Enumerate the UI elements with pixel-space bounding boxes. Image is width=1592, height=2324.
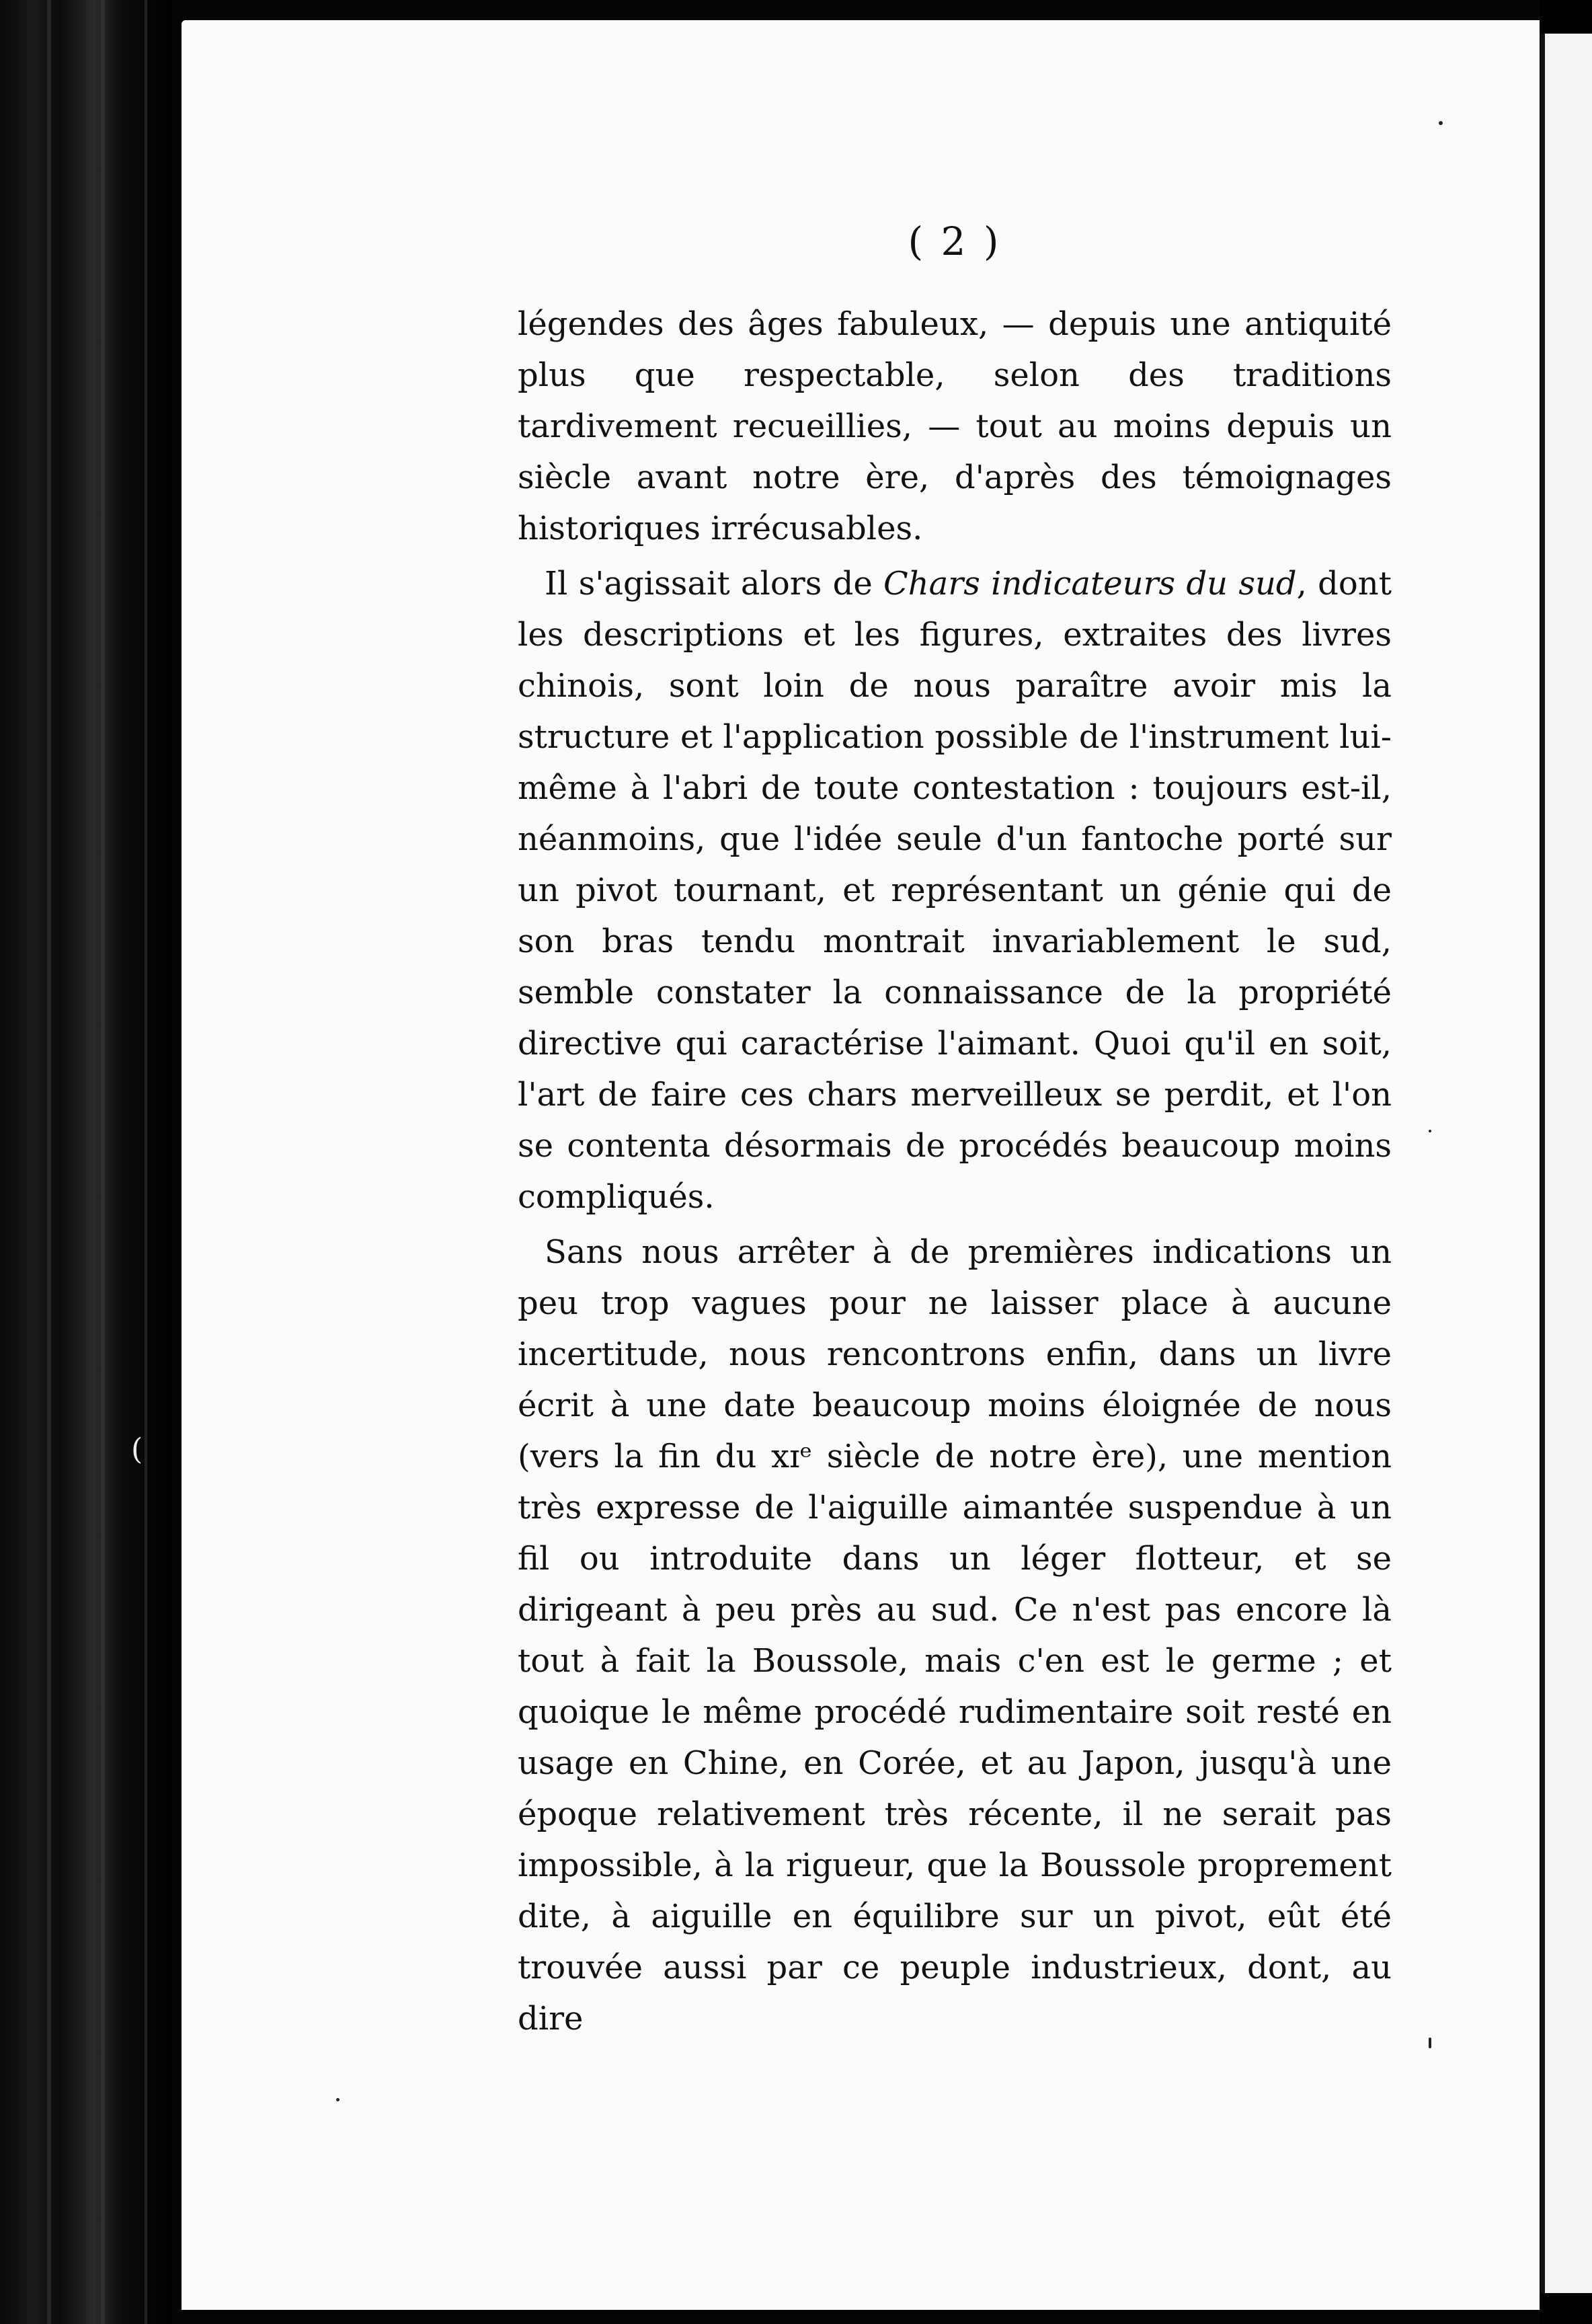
margin-mark: (: [131, 1432, 143, 1467]
paper-speck: [336, 2098, 340, 2101]
binding-streak: [145, 0, 147, 2324]
paper-speck: [1429, 1130, 1431, 1132]
italic-phrase: Chars indicateurs du sud: [883, 565, 1297, 603]
left-binding-edge: [0, 0, 171, 2324]
binding-streak: [101, 0, 105, 2324]
paragraph-1: légendes des âges fabuleux, — depuis une antiquité plus que respectable, selon des traditions tardivement recueillies, — tout au moins depuis un siècle avant notre ère, d'après des témoignages historiques irrécusables.: [518, 305, 1392, 547]
page-number: ( 2 ): [908, 219, 1002, 264]
paragraph-3: Sans nous arrêter à de premières indications un peu trop vagues pour ne laisser place à aucune incertitude, nous rencontrons enfin, dans un livre écrit à une date beaucoup moins éloignée de nous (vers la fin du xɪᵉ siècle de notre ère), une mention très expresse de l'aiguille aimantée suspendue à un fil ou introduite dans un léger flotteur, et se dirigeant à peu près au sud. Ce n'est pas encore là tout à fait la Boussole, mais c'en est le germe ; et quoique le même procédé rudimentaire soit resté en usage en Chine, en Corée, et au Japon, jusqu'à une époque relativement très récente, il ne serait pas impossible, à la rigueur, que la Boussole proprement dite, à aiguille en équilibre sur un pivot, eût été trouvée aussi par ce peuple industrieux, dont, au dire: [518, 1233, 1392, 2038]
right-binding-edge: [1540, 0, 1592, 2324]
paper-speck: [1439, 121, 1443, 125]
adjacent-page-sliver: [1541, 34, 1592, 2293]
paragraph-2: [518, 558, 1392, 1223]
page-text-block: [518, 219, 1392, 2044]
paragraph-2-rest: , dont les descriptions et les figures, extraites des livres chinois, sont loin de nous paraître avoir mis la structure et l'application possible de l'instrument lui-même à l'abri de toute contestation : toujours est-il, néanmoins, que l'idée seule d'un fantoche porté sur un pivot tournant, et représentant un génie qui de son bras tendu montrait invariablement le sud, semble constater la connaissance de la propriété directive qui caractérise l'aimant. Quoi qu'il en soit, l'art de faire ces chars merveilleux se perdit, et l'on se contenta désormais de procédés beaucoup moins compliqués.: [518, 565, 1392, 1216]
book-page: [182, 20, 1540, 2310]
paper-speck: [1429, 2038, 1431, 2048]
binding-streak: [47, 0, 51, 2324]
body-text: [518, 299, 1392, 2044]
paragraph-2-start: Il s'agissait alors de: [545, 565, 884, 603]
